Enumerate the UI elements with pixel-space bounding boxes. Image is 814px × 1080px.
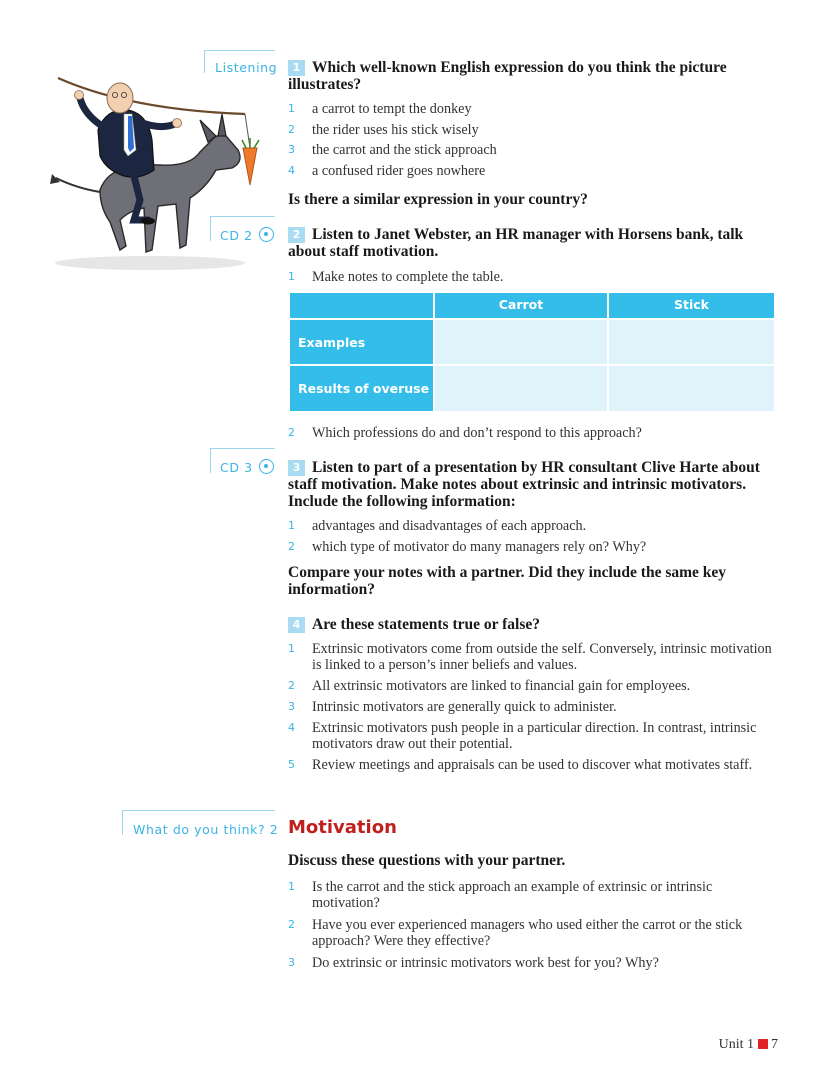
list-item (288, 539, 780, 555)
red-square-icon (758, 1039, 768, 1049)
list-item (288, 518, 780, 534)
item-text: advantages and disadvantages of each approach. (312, 518, 587, 534)
task-2-number: 2 (288, 227, 305, 243)
item-number: 2 (288, 426, 295, 439)
item-text: Which professions do and don’t respond to this approach? (312, 425, 642, 441)
item-number: 2 (288, 122, 295, 136)
list-item (288, 163, 780, 179)
table-cell[interactable] (609, 320, 774, 364)
list-item (288, 269, 780, 285)
table-cell[interactable] (435, 366, 607, 411)
what-do-you-think-label: What do you think? 2 (133, 822, 279, 837)
table-corner (290, 293, 433, 318)
item-number: 4 (288, 163, 295, 177)
item-text: Is the carrot and the stick approach an example of extrinsic or intrinsic motivation? (312, 879, 713, 911)
cd3-text: CD 3 (220, 460, 253, 475)
task-4-items (288, 641, 780, 773)
task-3-follow-up: Compare your notes with a partner. Did they include the same key information? (288, 564, 727, 598)
item-number: 3 (288, 143, 295, 156)
list-item (288, 641, 780, 673)
task-3-text: Listen to part of a presentation by HR consultant Clive Harte about staff motivation. Make notes about extrinsic and intrinsic motivators. Include the following information: (288, 459, 760, 510)
list-item (288, 678, 780, 694)
motivation-items (288, 879, 780, 971)
item-text: the carrot and the stick approach (312, 142, 497, 158)
task-2-item-2 (288, 425, 780, 441)
list-item (288, 142, 780, 158)
item-text: Extrinsic motivators come from outside the self. Conversely, intrinsic motivation is linked to a person’s inner beliefs and values. (312, 641, 772, 673)
list-item (288, 757, 780, 773)
item-text: Make notes to complete the table. (312, 269, 504, 285)
list-item (288, 101, 780, 117)
cd-icon (259, 227, 274, 242)
table-row-header-examples: Examples (290, 320, 433, 364)
cd-icon (259, 459, 274, 474)
table-row-header-results: Results of overuse (290, 366, 433, 411)
page-footer (719, 1037, 778, 1053)
task-4-heading (288, 616, 780, 633)
list-item (288, 699, 780, 715)
item-text: Do extrinsic or intrinsic motivators work best for you? Why? (312, 955, 659, 971)
list-item (288, 720, 780, 752)
cd2-label (220, 227, 274, 243)
item-number: 2 (288, 679, 295, 692)
item-text: All extrinsic motivators are linked to financial gain for employees. (312, 678, 691, 694)
list-item (288, 955, 780, 971)
cd3-label (220, 459, 274, 475)
item-number: 1 (288, 880, 295, 893)
task-1-text: Which well-known English expression do you think the picture illustrates? (288, 59, 727, 93)
task-3-heading (288, 459, 780, 510)
item-text: a carrot to tempt the donkey (312, 101, 472, 117)
task-1-heading (288, 59, 780, 93)
item-text: Extrinsic motivators push people in a particular direction. In contrast, intrinsic motivators draw out their potential. (312, 720, 757, 752)
footer-page-number: 7 (771, 1037, 778, 1052)
carrot-donkey-illustration (40, 70, 275, 275)
task-4-text: Are these statements true or false? (312, 616, 540, 633)
table-header-stick: Stick (609, 293, 774, 318)
motivation-title: Motivation (288, 817, 397, 838)
task-2-heading (288, 226, 780, 260)
item-number: 5 (288, 758, 295, 771)
task-4-number: 4 (288, 617, 305, 633)
item-number: 3 (288, 956, 295, 969)
task-3-number: 3 (288, 460, 305, 476)
item-text: the rider uses his stick wisely (312, 121, 479, 138)
item-number: 2 (288, 918, 295, 931)
item-number: 3 (288, 700, 295, 713)
cd2-text: CD 2 (220, 228, 253, 243)
item-number: 2 (288, 539, 295, 553)
task-1-number: 1 (288, 60, 305, 76)
task-1-follow-up: Is there a similar expression in your country? (288, 191, 588, 208)
list-item (288, 122, 780, 138)
carrot-stick-table (290, 293, 774, 411)
task-2-item-1 (288, 269, 780, 285)
task-2-text: Listen to Janet Webster, an HR manager with Horsens bank, talk about staff motivation. (288, 226, 744, 260)
item-number: 1 (288, 102, 295, 115)
item-number: 1 (288, 642, 295, 655)
table-cell[interactable] (435, 320, 607, 364)
item-text: Have you ever experienced managers who used either the carrot or the stick approach? Were they effective? (312, 917, 743, 949)
task-3-items (288, 518, 780, 555)
item-text: which type of motivator do many managers rely on? Why? (312, 538, 647, 555)
item-text: Intrinsic motivators are generally quick to administer. (312, 699, 617, 715)
listening-label: Listening (215, 60, 278, 75)
item-text: Review meetings and appraisals can be used to discover what motivates staff. (312, 757, 753, 773)
list-item (288, 917, 780, 949)
footer-unit: Unit 1 (718, 1037, 754, 1052)
table-header-carrot: Carrot (435, 293, 607, 318)
item-number: 1 (288, 519, 295, 532)
item-number: 4 (288, 721, 295, 734)
list-item (288, 879, 780, 911)
list-item (288, 425, 780, 441)
motivation-intro: Discuss these questions with your partner. (288, 852, 566, 869)
task-1-items (288, 101, 780, 179)
table-cell[interactable] (609, 366, 774, 411)
item-text: a confused rider goes nowhere (312, 162, 486, 179)
item-number: 1 (288, 270, 295, 283)
